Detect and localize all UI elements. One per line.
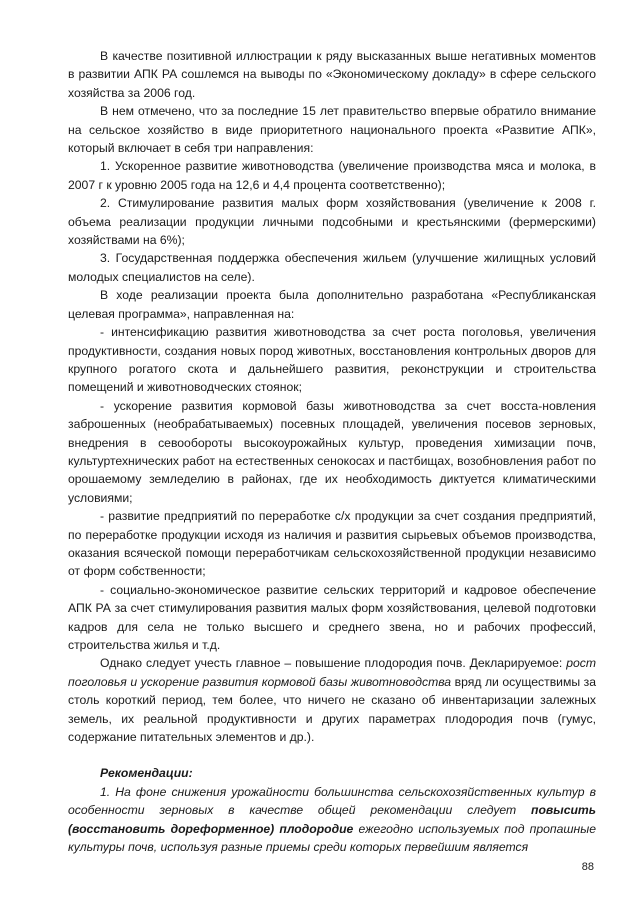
recommendation-part-1: 1. На фоне снижения урожайности большинства сельскохозяйственных культур в особенности зерновых в качестве общей рекомендации следует (68, 784, 596, 818)
soil-lead-text: Однако следует учесть главное – повышение плодородия почв. Декларируемое: (100, 656, 567, 671)
recommendations-heading: Рекомендации: (100, 766, 193, 781)
soil-italic-text: рост поголовья и ускорение развития кормовой базы животноводства (68, 656, 596, 689)
list-item-small-farms: 2. Стимулирование развития малых форм хозяйствования (увеличение к 2008 г. объема реализации продукции личными подсобными и крестьянскими (фермерскими) хозяйствами на 6%); (68, 196, 596, 248)
paragraph-program: В ходе реализации проекта была дополнительно разработана «Республиканская целевая программа», направленная на: (68, 288, 596, 321)
paragraph-intro: В качестве позитивной иллюстрации к ряду высказанных выше негативных моментов в развитии АПК РА сошлемся на выводы по «Экономическому докладу» в сфере сельского хозяйства за 2006 год. (68, 49, 596, 100)
page-number: 88 (581, 861, 594, 873)
list-item-livestock: 1. Ускоренное развитие животноводства (увеличение производства мяса и молока, в 2007 г к уровню 2005 года на 12,6 и 4,4 процента соответственно); (68, 159, 596, 192)
bullet-intensification: - интенсификацию развития животноводства за счет роста поголовья, увеличения продуктивности, создания новых пород животных, восстановления контрольных дворов для крупного рогатого скота и дальнейшего развития, реконструкции и строительства помещений и животноводческих стоянок; (68, 325, 596, 395)
body-text (68, 47, 596, 856)
soil-tail-text: вряд ли осуществимы за столь короткий период, тем более, что ничего не сказано об инвентаризации залежных земель, их реальной продуктивности и других параметрах плодородия почв (гумус, содержание питательных элементов и др.). (68, 674, 596, 745)
paragraph-noted: В нем отмечено, что за последние 15 лет правительство впервые обратило внимание на сельское хозяйство в виде приоритетного национального проекта «Развитие АПК», который включает в себя три направления: (68, 104, 596, 156)
recommendation-emphasis: повысить (восстановить дореформенное) плодородие (68, 803, 596, 836)
bullet-processing: - развитие предприятий по переработке с/х продукции за счет создания предприятий, по переработке продукции исходя из наличия и развития сырьевых объемов производства, оказания всяческой помощи переработчикам сельскохозяйственной продукции независимо от форм собственности; (68, 509, 596, 579)
paragraph-soil-fertility (68, 654, 596, 746)
bullet-feed-base: - ускорение развития кормовой базы животноводства за счет восста-новления заброшенных (необрабатываемых) посевных площадей, увеличения посевов зерновых, внедрения в севообороты высокоурожайных культур, проведения химизации почв, культуртехнических работ на естественных сенокосах и пастбищах, возобновления работ по орошаемому земледелию в районах, где их необходимость диктуется климатическими условиями; (68, 398, 596, 505)
bullet-rural-development: - социально-экономическое развитие сельских территорий и кадровое обеспечение АПК РА за счет стимулирования развития малых форм хозяйствования, целевой подготовки кадров для села не только высшего и среднего звена, но и рабочих профессий, строительства жилья и т.д. (68, 582, 596, 652)
list-item-housing: 3. Государственная поддержка обеспечения жильем (улучшение жилищных условий молодых специалистов на селе). (68, 251, 596, 284)
recommendation-part-2: ежегодно используемых под пропашные культуры почв, используя разные приемы среди которых первейшим является (68, 821, 596, 855)
recommendation-item-1 (68, 783, 596, 857)
